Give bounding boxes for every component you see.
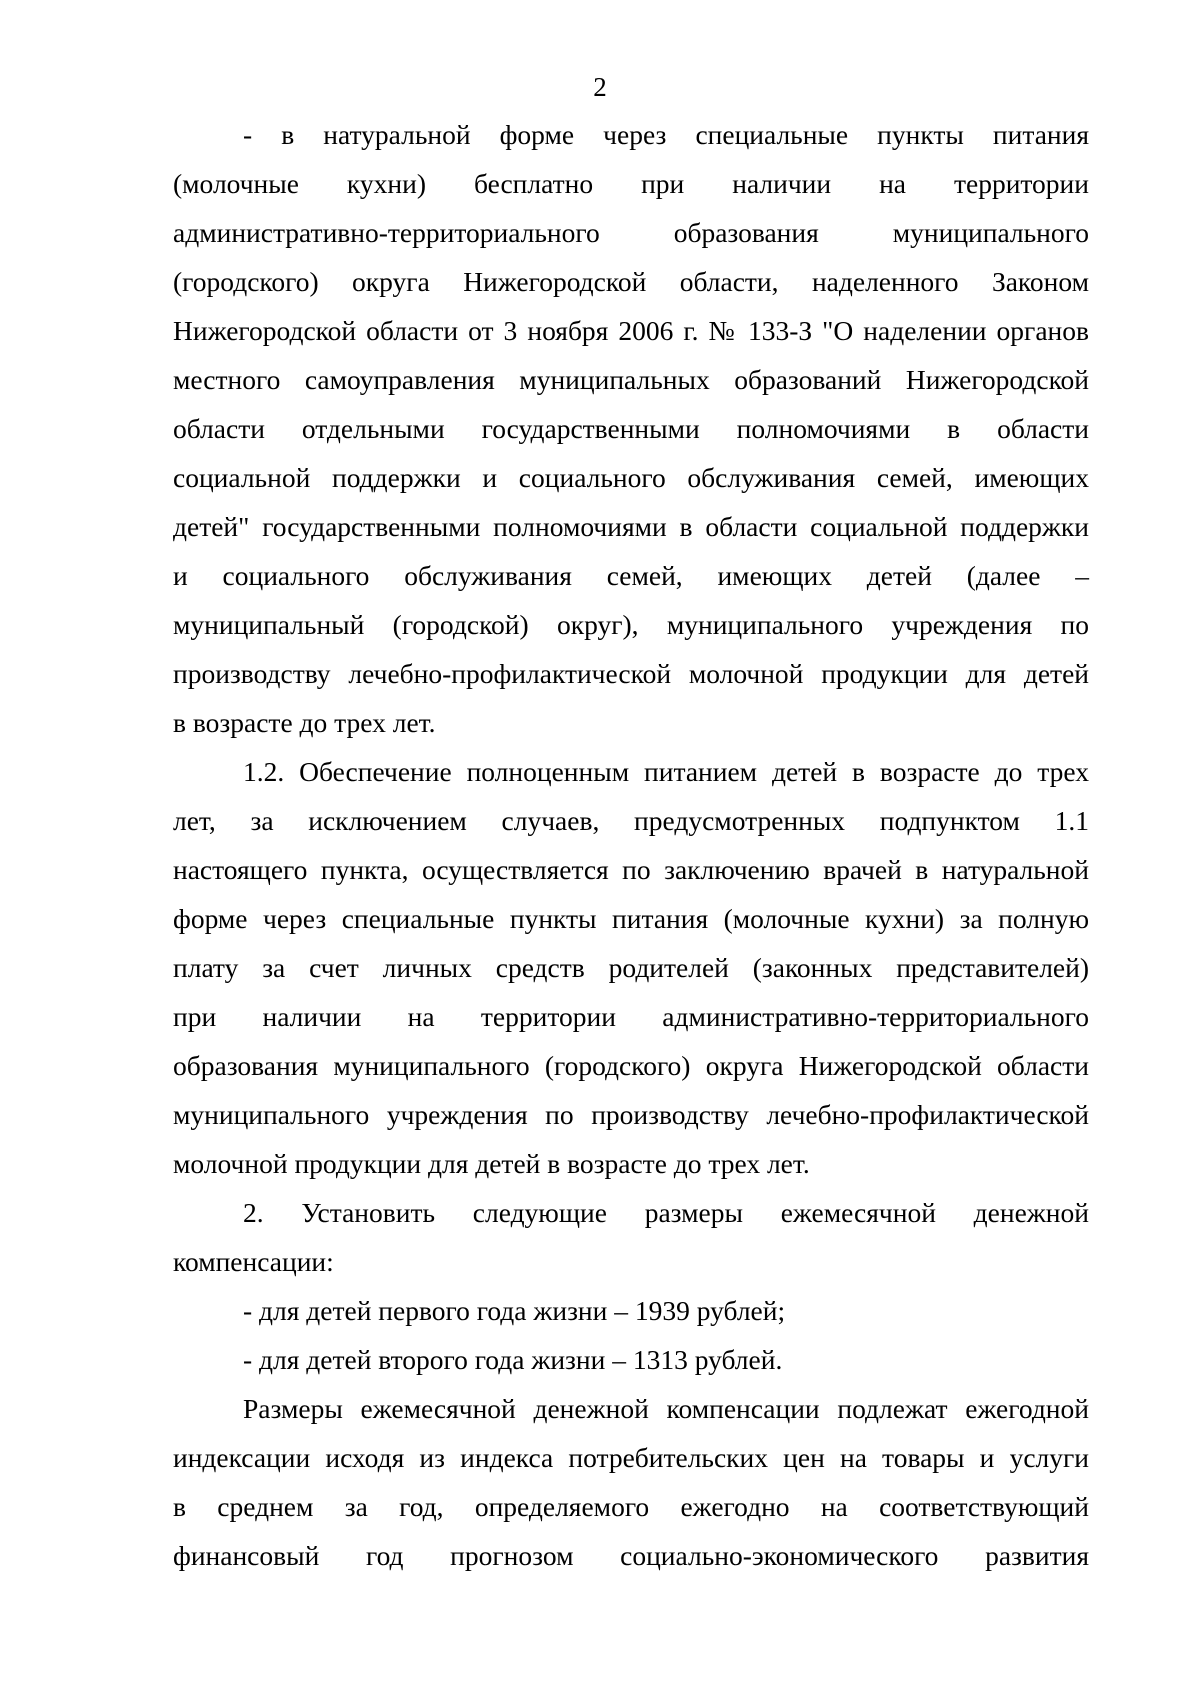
list-item-second-year <box>173 1335 1089 1384</box>
text-line: 2. Установить следующие размеры ежемесячной денежной <box>243 1197 1089 1228</box>
text-line: форме через специальные пункты питания (молочные кухни) за полную <box>173 903 1089 934</box>
text-line: настоящего пункта, осуществляется по заключению врачей в натуральной <box>173 854 1089 885</box>
text-line: при наличии на территории административно-территориального <box>173 1001 1089 1032</box>
text-line: в возрасте до трех лет. <box>173 707 436 738</box>
text-line: - для детей первого года жизни – 1939 рублей; <box>243 1295 786 1326</box>
text-line: муниципального учреждения по производству лечебно-профилактической <box>173 1099 1089 1130</box>
page-number: 2 <box>593 72 607 102</box>
text-line: детей" государственными полномочиями в области социальной поддержки <box>173 511 1089 542</box>
text-line: местного самоуправления муниципальных образований Нижегородской <box>173 364 1089 395</box>
document-body <box>173 110 1089 1580</box>
text-line: индексации исходя из индекса потребительских цен на товары и услуги <box>173 1442 1089 1473</box>
text-line: плату за счет личных средств родителей (законных представителей) <box>173 952 1089 983</box>
text-line: лет, за исключением случаев, предусмотренных подпунктом 1.1 <box>173 805 1089 836</box>
text-line: - в натуральной форме через специальные пункты питания <box>243 119 1089 150</box>
list-item-first-year <box>173 1286 1089 1335</box>
paragraph-natural-form <box>173 110 1089 747</box>
paragraph-1-2 <box>173 747 1089 1188</box>
text-line: в среднем за год, определяемого ежегодно на соответствующий <box>173 1491 1089 1522</box>
paragraph-2 <box>173 1188 1089 1286</box>
text-line: компенсации: <box>173 1246 334 1277</box>
text-line: Нижегородской области от 3 ноября 2006 г. № 133-З "О наделении органов <box>173 315 1089 346</box>
text-line: финансовый год прогнозом социально-экономического развития <box>173 1540 1089 1571</box>
text-line: социальной поддержки и социального обслуживания семей, имеющих <box>173 462 1089 493</box>
text-line: муниципальный (городской) округ), муниципального учреждения по <box>173 609 1089 640</box>
text-line: 1.2. Обеспечение полноценным питанием детей в возрасте до трех <box>243 756 1089 787</box>
text-line: Размеры ежемесячной денежной компенсации подлежат ежегодной <box>243 1393 1089 1424</box>
text-line: (городского) округа Нижегородской области, наделенного Законом <box>173 266 1089 297</box>
text-line: молочной продукции для детей в возрасте до трех лет. <box>173 1148 810 1179</box>
text-line: (молочные кухни) бесплатно при наличии на территории <box>173 168 1089 199</box>
text-line: образования муниципального (городского) округа Нижегородской области <box>173 1050 1089 1081</box>
text-line: административно-территориального образования муниципального <box>173 217 1089 248</box>
text-line: области отдельными государственными полномочиями в области <box>173 413 1089 444</box>
text-line: и социального обслуживания семей, имеющих детей (далее – <box>173 560 1089 591</box>
text-line: - для детей второго года жизни – 1313 рублей. <box>243 1344 783 1375</box>
text-line: производству лечебно-профилактической молочной продукции для детей <box>173 658 1089 689</box>
paragraph-indexation <box>173 1384 1089 1580</box>
